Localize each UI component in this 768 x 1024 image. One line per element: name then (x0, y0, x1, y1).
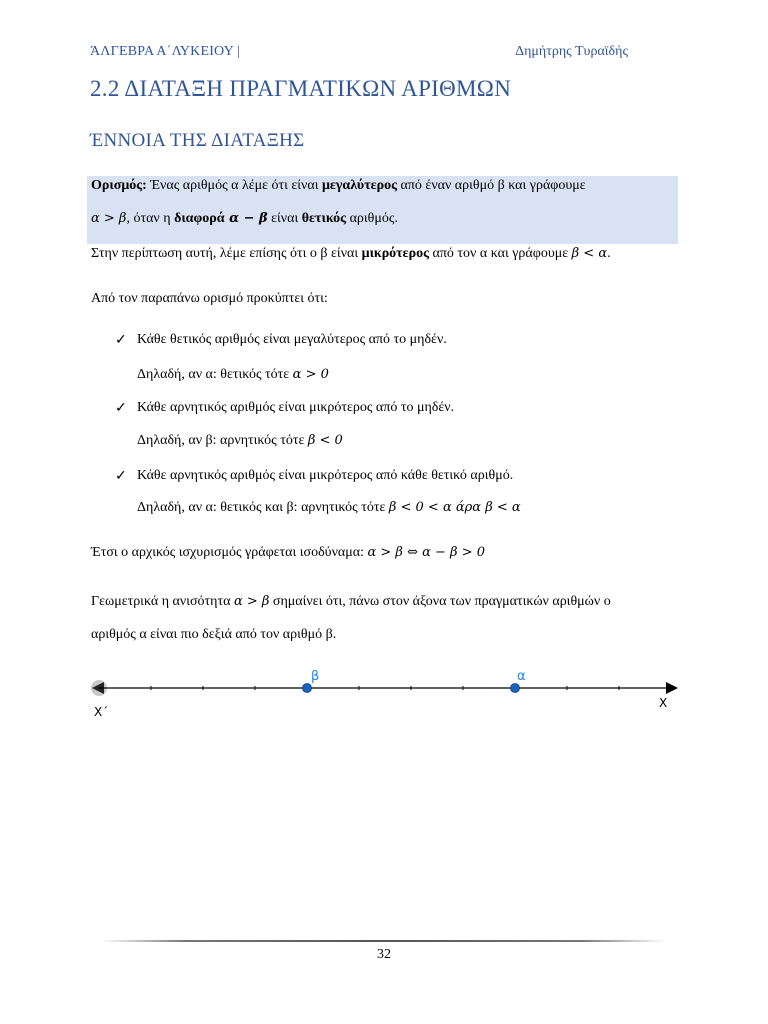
axis-right-label: X (659, 696, 668, 710)
definition-line-1: Ορισμός: Ένας αριθμός α λέμε ότι είναι μεγαλύτερος από έναν αριθμό β και γράφουμε (91, 178, 586, 193)
list-item-2-detail: Δηλαδή, αν β: αρνητικός τότε β < 0 (137, 433, 343, 448)
right-arrow-icon (666, 682, 678, 694)
header-title: ΆΛΓΕΒΡΑ Α΄ΛΥΚΕΙΟΥ | (90, 44, 241, 59)
footer-divider (100, 940, 666, 942)
point-b (303, 684, 312, 693)
list-item-3-detail: Δηλαδή, αν α: θετικός και β: αρνητικός τότε β < 0 < α άρα β < α (137, 500, 521, 515)
list-item-1-detail: Δηλαδή, αν α: θετικός τότε α > 0 (137, 367, 329, 382)
case-paragraph: Στην περίπτωση αυτή, λέμε επίσης ότι ο β είναι μικρότερος από τον α και γράφουμε β < α. (91, 246, 611, 261)
check-icon: ✓ (115, 469, 127, 484)
axis-left-label: X΄ (94, 705, 109, 719)
page-number: 32 (377, 947, 391, 962)
geometric-line-1: Γεωμετρικά η ανισότητα α > β σημαίνει ότι, πάνω στον άξονα των πραγματικών αριθμών ο (91, 594, 611, 609)
check-icon: ✓ (115, 333, 127, 348)
definition-line-2: α > β, όταν η διαφορά α − β είναι θετικός αριθμός. (91, 211, 398, 226)
list-item-2: Κάθε αρνητικός αριθμός είναι μικρότερος από το μηδέν. (137, 400, 455, 415)
number-line (0, 660, 768, 720)
point-b-label: β (311, 669, 320, 684)
list-item-1: Κάθε θετικός αριθμός είναι μεγαλύτερος από το μηδέν. (137, 332, 447, 347)
check-icon: ✓ (115, 401, 127, 416)
point-a-label: α (517, 669, 526, 684)
geometric-line-2: αριθμός α είναι πιο δεξιά από τον αριθμό β. (91, 627, 337, 642)
intro-paragraph: Από τον παραπάνω ορισμό προκύπτει ότι: (91, 291, 328, 306)
subsection-title: ΈΝΝΟΙΑ ΤΗΣ ΔΙΑΤΑΞΗΣ (90, 130, 305, 151)
point-a (511, 684, 520, 693)
list-item-3: Κάθε αρνητικός αριθμός είναι μικρότερος από κάθε θετικό αριθμό. (137, 468, 514, 483)
section-title: 2.2 ΔΙΑΤΑΞΗ ΠΡΑΓΜΑΤΙΚΩΝ ΑΡΙΘΜΩΝ (90, 76, 512, 101)
equivalence-paragraph: Έτσι ο αρχικός ισχυρισμός γράφεται ισοδύναμα: α > β ⇔ α − β > 0 (91, 545, 485, 560)
header-author: Δημήτρης Τυραϊδής (515, 44, 628, 59)
